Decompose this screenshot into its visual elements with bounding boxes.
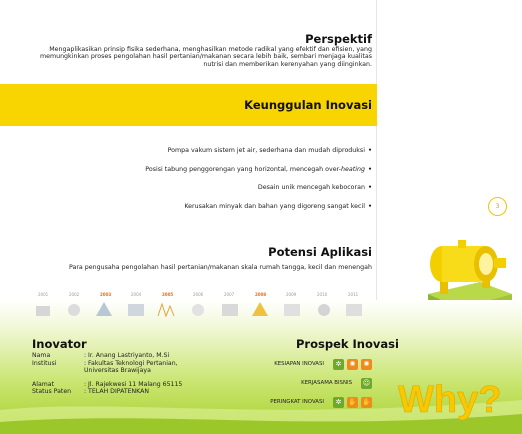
why-logo	[396, 362, 506, 422]
list-item-text: Desain unik mencegah kebocoran	[257, 184, 365, 191]
info-row	[32, 360, 224, 368]
prospek-label: KESIAPAN INOVASI	[274, 361, 324, 367]
sun-icon: ✺	[347, 359, 358, 370]
gear-icon: ✲	[333, 359, 344, 370]
timeline-icon	[128, 304, 144, 316]
info-key: Institusi	[32, 359, 57, 367]
person-icon: ☺	[362, 379, 371, 387]
timeline-icon	[284, 304, 300, 316]
bullet-dot-icon: •	[367, 165, 372, 173]
info-value: : Jl. Rajekwesi 11 Malang 65115	[84, 380, 183, 388]
sun-icon: ✺	[361, 359, 372, 370]
info-row	[32, 388, 224, 396]
list-item	[42, 203, 372, 222]
timeline-year: 2011	[348, 292, 359, 297]
potensi-title: Potensi Aplikasi	[268, 245, 372, 259]
info-key: Nama	[32, 352, 51, 359]
info-key: Alamat	[32, 380, 54, 388]
timeline-year: 2003	[100, 292, 112, 297]
info-value: Universitas Brawijaya	[84, 367, 151, 375]
prospek-label: KERJASAMA BISNIS	[301, 380, 352, 386]
hand-icon: ✋	[362, 398, 371, 406]
info-row	[32, 367, 224, 375]
timeline-year: 2009	[286, 292, 297, 297]
bullet-dot-icon: •	[367, 202, 372, 210]
perspektif-paragraph	[22, 46, 372, 68]
timeline-icon	[346, 304, 362, 316]
prospek-label: PERINGKAT INOVASI	[270, 399, 324, 405]
prospek-row	[274, 358, 372, 370]
timeline-icon	[318, 304, 330, 316]
inovator-title: Inovator	[32, 337, 87, 351]
page-number: 3	[488, 197, 507, 216]
prospek-title: Prospek Inovasi	[296, 337, 399, 351]
prospek-row	[301, 377, 372, 389]
perspektif-line: nutrisi dan memberikan kerenyahan yang diinginkan.	[203, 60, 372, 68]
timeline-icon	[222, 304, 238, 316]
prospek-row	[270, 396, 372, 408]
perspektif-title: Perspektif	[305, 32, 372, 46]
column-divider	[376, 0, 377, 300]
bullet-dot-icon: •	[367, 147, 372, 154]
timeline-year: 2005	[162, 292, 174, 297]
timeline-icon	[96, 302, 112, 316]
list-item	[42, 184, 372, 203]
info-key: Status Paten	[32, 388, 72, 396]
timeline-year: 2002	[69, 292, 80, 297]
list-item	[42, 147, 372, 166]
timeline-year: 2001	[38, 292, 49, 297]
timeline-strip	[32, 292, 372, 322]
list-item-text: Posisi tabung penggorengan yang horizontal, mencegah over-	[145, 165, 342, 173]
timeline-icon	[158, 304, 174, 316]
timeline-year: 2006	[193, 292, 204, 297]
keunggulan-title: Keunggulan Inovasi	[244, 98, 372, 112]
potensi-text: Para pengusaha pengolahan hasil pertanian/makanan skala rumah tangga, kecil dan menengah	[68, 264, 372, 271]
gear-icon: ✲	[333, 397, 344, 408]
list-item-text: Pompa vakum sistem jet air, sederhana dan mudah diproduksi	[167, 147, 365, 154]
timeline-icon	[252, 302, 268, 316]
perspektif-line: Mengaplikasikan prinsip fisika sederhana, menghasilkan metode radikal yang efektif dan efisien, yang	[49, 46, 372, 53]
timeline-icon	[68, 304, 80, 316]
keunggulan-list	[42, 147, 372, 221]
info-value: : TELAH DIPATENKAN	[84, 388, 149, 396]
timeline-year: 2004	[131, 292, 142, 297]
timeline-year: 2008	[255, 292, 267, 297]
bullet-dot-icon: •	[367, 184, 372, 191]
perspektif-line: memungkinkan proses pengolahan hasil pertanian/makanan secara lebih baik, sembari menjaga kualitas	[39, 53, 372, 61]
list-item-italic: heating	[341, 165, 365, 173]
timeline-icon	[192, 304, 204, 316]
timeline-icons	[32, 298, 372, 320]
info-value: : Fakultas Teknologi Pertanian,	[84, 359, 178, 367]
hand-icon: ✋	[348, 398, 357, 406]
info-key	[32, 367, 84, 375]
list-item-text: Kerusakan minyak dan bahan yang digoreng sangat kecil	[184, 202, 365, 210]
timeline-icon	[36, 306, 50, 316]
timeline-year: 2007	[224, 292, 235, 297]
list-item	[42, 166, 372, 185]
timeline-year: 2010	[317, 292, 328, 297]
info-value: : Ir. Anang Lastriyanto, M.Si	[84, 352, 170, 359]
why-text: Why?	[398, 379, 502, 421]
info-row	[32, 381, 224, 389]
info-row	[32, 352, 224, 360]
inovator-info	[32, 352, 224, 396]
